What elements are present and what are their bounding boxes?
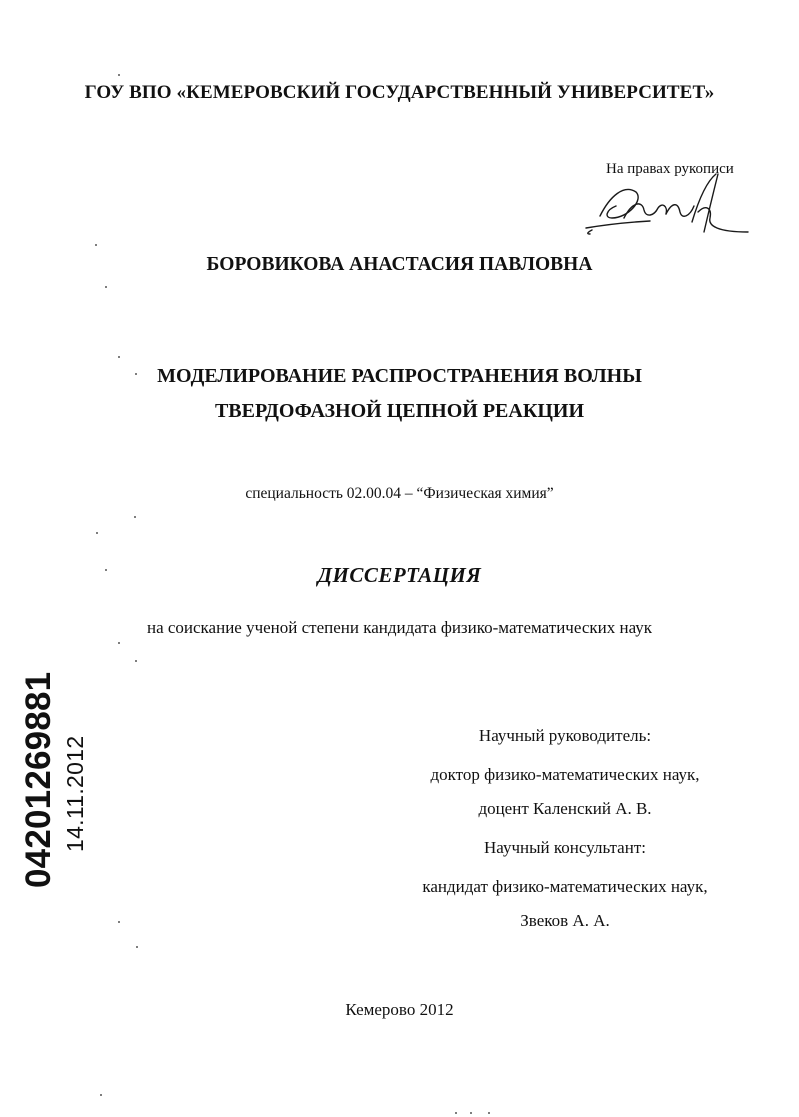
author-signature: [580, 172, 755, 244]
dissertation-title-line-1: МОДЕЛИРОВАНИЕ РАСПРОСТРАНЕНИЯ ВОЛНЫ: [157, 365, 642, 387]
university-name: ГОУ ВПО «КЕМЕРОВСКИЙ ГОСУДАРСТВЕННЫЙ УНИВЕРСИТЕТ»: [84, 82, 715, 103]
library-stamp-date: 14.11.2012: [62, 735, 88, 852]
author-name: БОРОВИКОВА АНАСТАСИЯ ПАВЛОВНА: [206, 254, 593, 275]
consultant-rank: кандидат физико-математических наук,: [422, 877, 708, 896]
supervisor-label: Научный руководитель:: [478, 726, 652, 745]
supervisor-rank: доктор физико-математических наук,: [430, 765, 700, 784]
consultant-name: Звеков А. А.: [520, 911, 610, 930]
document-type: ДИССЕРТАЦИЯ: [317, 563, 482, 587]
supervisor-name: доцент Каленский А. В.: [478, 799, 652, 818]
library-stamp-number: 04201269881: [19, 671, 58, 888]
rights-note: На правах рукописи: [606, 161, 734, 177]
degree-statement: на соискание ученой степени кандидата физико-математических наук: [146, 618, 653, 637]
dissertation-title-line-2: ТВЕРДОФАЗНОЙ ЦЕПНОЙ РЕАКЦИИ: [214, 400, 585, 422]
specialty: специальность 02.00.04 – “Физическая химия”: [245, 485, 554, 502]
consultant-label: Научный консультант:: [484, 838, 646, 857]
city-year: Кемерово 2012: [345, 1000, 454, 1019]
